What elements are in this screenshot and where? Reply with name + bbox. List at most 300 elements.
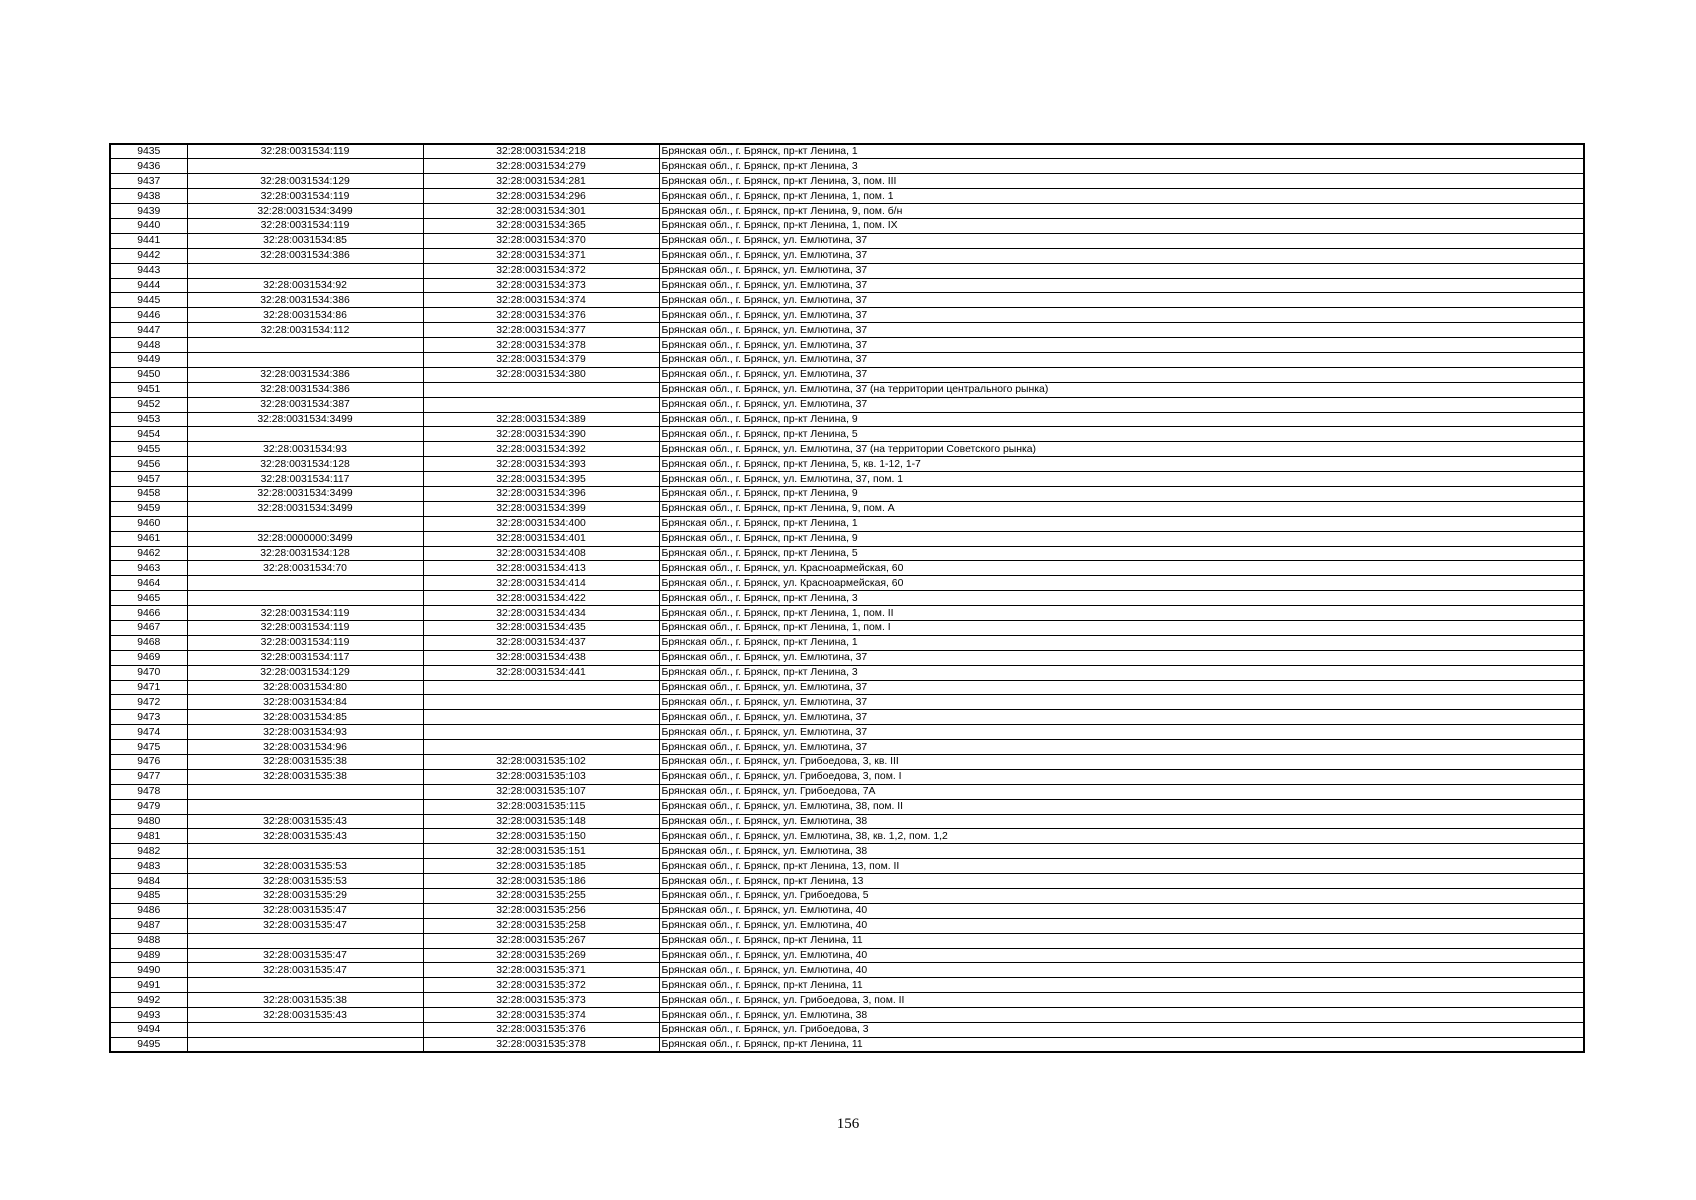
parcel-number-cell: 32:28:0031535:43 xyxy=(187,829,423,844)
parcel-number-cell: 32:28:0031534:3499 xyxy=(187,412,423,427)
object-number-cell: 32:28:0031534:393 xyxy=(423,457,659,472)
row-number-cell: 9461 xyxy=(110,531,187,546)
table-row xyxy=(110,695,1584,710)
address-cell: Брянская обл., г. Брянск, ул. Емлютина, 37 xyxy=(659,710,1584,725)
table-row xyxy=(110,591,1584,606)
row-number-cell: 9480 xyxy=(110,814,187,829)
row-number-cell: 9475 xyxy=(110,740,187,755)
object-number-cell xyxy=(423,382,659,397)
parcel-number-cell: 32:28:0031534:96 xyxy=(187,740,423,755)
parcel-number-cell: 32:28:0031535:38 xyxy=(187,993,423,1008)
row-number-cell: 9456 xyxy=(110,457,187,472)
table-row xyxy=(110,784,1584,799)
address-cell: Брянская обл., г. Брянск, ул. Емлютина, 37 xyxy=(659,338,1584,353)
address-cell: Брянская обл., г. Брянск, ул. Емлютина, 38 xyxy=(659,814,1584,829)
parcel-number-cell: 32:28:0031534:386 xyxy=(187,367,423,382)
object-number-cell: 32:28:0031534:441 xyxy=(423,665,659,680)
address-cell: Брянская обл., г. Брянск, пр-кт Ленина, 9 xyxy=(659,412,1584,427)
parcel-number-cell xyxy=(187,1023,423,1038)
row-number-cell: 9494 xyxy=(110,1023,187,1038)
table-row xyxy=(110,263,1584,278)
parcel-number-cell xyxy=(187,591,423,606)
parcel-number-cell: 32:28:0031534:93 xyxy=(187,725,423,740)
object-number-cell: 32:28:0031535:186 xyxy=(423,874,659,889)
table-row xyxy=(110,635,1584,650)
object-number-cell xyxy=(423,397,659,412)
address-cell: Брянская обл., г. Брянск, ул. Емлютина, 37 xyxy=(659,352,1584,367)
table-row xyxy=(110,576,1584,591)
parcel-number-cell: 32:28:0031534:128 xyxy=(187,457,423,472)
address-cell: Брянская обл., г. Брянск, ул. Грибоедова, 3, пом. II xyxy=(659,993,1584,1008)
object-number-cell: 32:28:0031534:392 xyxy=(423,442,659,457)
object-number-cell: 32:28:0031534:414 xyxy=(423,576,659,591)
parcel-number-cell: 32:28:0031535:38 xyxy=(187,755,423,770)
table-row xyxy=(110,621,1584,636)
row-number-cell: 9476 xyxy=(110,755,187,770)
object-number-cell: 32:28:0031535:185 xyxy=(423,859,659,874)
parcel-number-cell xyxy=(187,338,423,353)
table-row xyxy=(110,501,1584,516)
row-number-cell: 9492 xyxy=(110,993,187,1008)
table-row xyxy=(110,248,1584,263)
row-number-cell: 9460 xyxy=(110,516,187,531)
row-number-cell: 9457 xyxy=(110,472,187,487)
row-number-cell: 9462 xyxy=(110,546,187,561)
table-row xyxy=(110,546,1584,561)
object-number-cell: 32:28:0031534:371 xyxy=(423,248,659,263)
row-number-cell: 9487 xyxy=(110,918,187,933)
address-cell: Брянская обл., г. Брянск, ул. Емлютина, 37 (на территории центрального рынка) xyxy=(659,382,1584,397)
address-cell: Брянская обл., г. Брянск, пр-кт Ленина, 5, кв. 1-12, 1-7 xyxy=(659,457,1584,472)
object-number-cell: 32:28:0031535:267 xyxy=(423,933,659,948)
parcel-number-cell: 32:28:0031534:119 xyxy=(187,144,423,159)
table-row xyxy=(110,323,1584,338)
row-number-cell: 9443 xyxy=(110,263,187,278)
address-cell: Брянская обл., г. Брянск, ул. Емлютина, 38 xyxy=(659,1008,1584,1023)
row-number-cell: 9436 xyxy=(110,159,187,174)
address-cell: Брянская обл., г. Брянск, ул. Грибоедова, 3, кв. III xyxy=(659,755,1584,770)
parcel-number-cell xyxy=(187,159,423,174)
object-number-cell: 32:28:0031535:376 xyxy=(423,1023,659,1038)
parcel-number-cell: 32:28:0031534:119 xyxy=(187,621,423,636)
object-number-cell: 32:28:0031534:372 xyxy=(423,263,659,278)
parcel-number-cell: 32:28:0031534:112 xyxy=(187,323,423,338)
address-cell: Брянская обл., г. Брянск, пр-кт Ленина, 1, пом. I xyxy=(659,621,1584,636)
table-row xyxy=(110,486,1584,501)
table-row xyxy=(110,1008,1584,1023)
address-cell: Брянская обл., г. Брянск, ул. Емлютина, 37 xyxy=(659,695,1584,710)
object-number-cell: 32:28:0031534:401 xyxy=(423,531,659,546)
row-number-cell: 9488 xyxy=(110,933,187,948)
address-cell: Брянская обл., г. Брянск, ул. Емлютина, 37 xyxy=(659,248,1584,263)
parcel-number-cell: 32:28:0031534:386 xyxy=(187,382,423,397)
address-cell: Брянская обл., г. Брянск, пр-кт Ленина, 1, пом. 1 xyxy=(659,189,1584,204)
table-row xyxy=(110,814,1584,829)
row-number-cell: 9484 xyxy=(110,874,187,889)
parcel-number-cell xyxy=(187,427,423,442)
table-row xyxy=(110,1023,1584,1038)
row-number-cell: 9485 xyxy=(110,889,187,904)
object-number-cell: 32:28:0031534:413 xyxy=(423,561,659,576)
parcel-number-cell: 32:28:0031534:117 xyxy=(187,472,423,487)
object-number-cell xyxy=(423,740,659,755)
object-number-cell: 32:28:0031535:373 xyxy=(423,993,659,1008)
row-number-cell: 9441 xyxy=(110,233,187,248)
row-number-cell: 9459 xyxy=(110,501,187,516)
row-number-cell: 9478 xyxy=(110,784,187,799)
parcel-number-cell: 32:28:0031534:3499 xyxy=(187,486,423,501)
parcel-number-cell xyxy=(187,352,423,367)
table-row xyxy=(110,889,1584,904)
address-cell: Брянская обл., г. Брянск, ул. Емлютина, 37 xyxy=(659,308,1584,323)
parcel-number-cell: 32:28:0031534:80 xyxy=(187,680,423,695)
row-number-cell: 9486 xyxy=(110,903,187,918)
row-number-cell: 9455 xyxy=(110,442,187,457)
object-number-cell: 32:28:0031534:438 xyxy=(423,650,659,665)
object-number-cell: 32:28:0031534:365 xyxy=(423,218,659,233)
table-row xyxy=(110,159,1584,174)
object-number-cell: 32:28:0031534:279 xyxy=(423,159,659,174)
row-number-cell: 9495 xyxy=(110,1037,187,1052)
table-row xyxy=(110,382,1584,397)
table-row xyxy=(110,963,1584,978)
address-cell: Брянская обл., г. Брянск, пр-кт Ленина, 1, пом. IX xyxy=(659,218,1584,233)
parcel-number-cell xyxy=(187,576,423,591)
object-number-cell: 32:28:0031535:115 xyxy=(423,799,659,814)
object-number-cell xyxy=(423,710,659,725)
table-row xyxy=(110,918,1584,933)
parcel-number-cell: 32:28:0031534:128 xyxy=(187,546,423,561)
row-number-cell: 9481 xyxy=(110,829,187,844)
address-cell: Брянская обл., г. Брянск, ул. Грибоедова, 3 xyxy=(659,1023,1584,1038)
parcel-number-cell xyxy=(187,799,423,814)
table-row xyxy=(110,769,1584,784)
address-cell: Брянская обл., г. Брянск, ул. Емлютина, 37 xyxy=(659,725,1584,740)
address-cell: Брянская обл., г. Брянск, ул. Емлютина, 37 xyxy=(659,650,1584,665)
object-number-cell: 32:28:0031534:408 xyxy=(423,546,659,561)
address-cell: Брянская обл., г. Брянск, ул. Грибоедова, 7А xyxy=(659,784,1584,799)
table-row xyxy=(110,740,1584,755)
row-number-cell: 9444 xyxy=(110,278,187,293)
address-cell: Брянская обл., г. Брянск, ул. Емлютина, 40 xyxy=(659,963,1584,978)
parcel-number-cell: 32:28:0031535:47 xyxy=(187,903,423,918)
object-number-cell: 32:28:0031534:296 xyxy=(423,189,659,204)
parcel-number-cell: 32:28:0031534:92 xyxy=(187,278,423,293)
row-number-cell: 9464 xyxy=(110,576,187,591)
object-number-cell: 32:28:0031535:374 xyxy=(423,1008,659,1023)
table-row xyxy=(110,189,1584,204)
row-number-cell: 9474 xyxy=(110,725,187,740)
table-row xyxy=(110,144,1584,159)
table-row xyxy=(110,844,1584,859)
address-cell: Брянская обл., г. Брянск, ул. Емлютина, 40 xyxy=(659,948,1584,963)
row-number-cell: 9483 xyxy=(110,859,187,874)
row-number-cell: 9489 xyxy=(110,948,187,963)
parcel-number-cell: 32:28:0031534:86 xyxy=(187,308,423,323)
object-number-cell: 32:28:0031534:422 xyxy=(423,591,659,606)
object-number-cell: 32:28:0031534:399 xyxy=(423,501,659,516)
row-number-cell: 9469 xyxy=(110,650,187,665)
address-cell: Брянская обл., г. Брянск, ул. Емлютина, 37 xyxy=(659,740,1584,755)
address-cell: Брянская обл., г. Брянск, ул. Емлютина, 37 xyxy=(659,680,1584,695)
row-number-cell: 9490 xyxy=(110,963,187,978)
address-cell: Брянская обл., г. Брянск, ул. Емлютина, 37 xyxy=(659,293,1584,308)
parcel-number-cell: 32:28:0031534:117 xyxy=(187,650,423,665)
object-number-cell: 32:28:0031534:374 xyxy=(423,293,659,308)
address-cell: Брянская обл., г. Брянск, пр-кт Ленина, 13, пом. II xyxy=(659,859,1584,874)
parcel-number-cell: 32:28:0031534:129 xyxy=(187,665,423,680)
object-number-cell: 32:28:0031534:377 xyxy=(423,323,659,338)
row-number-cell: 9482 xyxy=(110,844,187,859)
object-number-cell: 32:28:0031534:389 xyxy=(423,412,659,427)
row-number-cell: 9471 xyxy=(110,680,187,695)
object-number-cell: 32:28:0031534:218 xyxy=(423,144,659,159)
parcel-number-cell: 32:28:0031535:47 xyxy=(187,963,423,978)
row-number-cell: 9463 xyxy=(110,561,187,576)
parcel-number-cell: 32:28:0031535:47 xyxy=(187,918,423,933)
table-row xyxy=(110,829,1584,844)
object-number-cell: 32:28:0031535:151 xyxy=(423,844,659,859)
registry-table xyxy=(109,143,1585,1053)
object-number-cell: 32:28:0031535:256 xyxy=(423,903,659,918)
table-row xyxy=(110,978,1584,993)
row-number-cell: 9454 xyxy=(110,427,187,442)
table-row xyxy=(110,204,1584,219)
table-row xyxy=(110,993,1584,1008)
object-number-cell: 32:28:0031534:434 xyxy=(423,606,659,621)
table-row xyxy=(110,397,1584,412)
table-row xyxy=(110,606,1584,621)
table-row xyxy=(110,650,1584,665)
table-row xyxy=(110,531,1584,546)
address-cell: Брянская обл., г. Брянск, ул. Емлютина, 37 xyxy=(659,263,1584,278)
table-row xyxy=(110,1037,1584,1052)
row-number-cell: 9472 xyxy=(110,695,187,710)
table-row xyxy=(110,427,1584,442)
object-number-cell: 32:28:0031534:281 xyxy=(423,174,659,189)
object-number-cell: 32:28:0031534:376 xyxy=(423,308,659,323)
table-row xyxy=(110,174,1584,189)
address-cell: Брянская обл., г. Брянск, пр-кт Ленина, 1 xyxy=(659,516,1584,531)
parcel-number-cell: 32:28:0031535:53 xyxy=(187,859,423,874)
table-row xyxy=(110,308,1584,323)
address-cell: Брянская обл., г. Брянск, ул. Емлютина, 38, пом. II xyxy=(659,799,1584,814)
address-cell: Брянская обл., г. Брянск, ул. Емлютина, 40 xyxy=(659,918,1584,933)
address-cell: Брянская обл., г. Брянск, пр-кт Ленина, 11 xyxy=(659,1037,1584,1052)
parcel-number-cell xyxy=(187,933,423,948)
parcel-number-cell xyxy=(187,784,423,799)
parcel-number-cell: 32:28:0031534:85 xyxy=(187,233,423,248)
table-row xyxy=(110,680,1584,695)
row-number-cell: 9439 xyxy=(110,204,187,219)
address-cell: Брянская обл., г. Брянск, пр-кт Ленина, 1 xyxy=(659,635,1584,650)
parcel-number-cell: 32:28:0031534:3499 xyxy=(187,204,423,219)
object-number-cell: 32:28:0031535:107 xyxy=(423,784,659,799)
row-number-cell: 9466 xyxy=(110,606,187,621)
address-cell: Брянская обл., г. Брянск, ул. Емлютина, 37 xyxy=(659,278,1584,293)
row-number-cell: 9438 xyxy=(110,189,187,204)
address-cell: Брянская обл., г. Брянск, ул. Емлютина, 37 (на территории Советского рынка) xyxy=(659,442,1584,457)
page-number: 156 xyxy=(836,1116,860,1132)
parcel-number-cell xyxy=(187,263,423,278)
table-row xyxy=(110,412,1584,427)
parcel-number-cell: 32:28:0031534:386 xyxy=(187,293,423,308)
object-number-cell: 32:28:0031534:390 xyxy=(423,427,659,442)
object-number-cell xyxy=(423,695,659,710)
parcel-number-cell: 32:28:0031534:386 xyxy=(187,248,423,263)
parcel-number-cell xyxy=(187,844,423,859)
parcel-number-cell xyxy=(187,516,423,531)
parcel-number-cell: 32:28:0031534:387 xyxy=(187,397,423,412)
row-number-cell: 9451 xyxy=(110,382,187,397)
address-cell: Брянская обл., г. Брянск, ул. Красноармейская, 60 xyxy=(659,576,1584,591)
object-number-cell: 32:28:0031534:373 xyxy=(423,278,659,293)
row-number-cell: 9467 xyxy=(110,621,187,636)
address-cell: Брянская обл., г. Брянск, пр-кт Ленина, 5 xyxy=(659,546,1584,561)
address-cell: Брянская обл., г. Брянск, ул. Емлютина, 37 xyxy=(659,233,1584,248)
table-row xyxy=(110,472,1584,487)
parcel-number-cell xyxy=(187,978,423,993)
table-row xyxy=(110,561,1584,576)
address-cell: Брянская обл., г. Брянск, ул. Емлютина, 38 xyxy=(659,844,1584,859)
object-number-cell: 32:28:0031535:148 xyxy=(423,814,659,829)
row-number-cell: 9473 xyxy=(110,710,187,725)
address-cell: Брянская обл., г. Брянск, ул. Грибоедова, 3, пом. I xyxy=(659,769,1584,784)
address-cell: Брянская обл., г. Брянск, ул. Емлютина, 37, пом. 1 xyxy=(659,472,1584,487)
parcel-number-cell: 32:28:0031534:119 xyxy=(187,218,423,233)
table-row xyxy=(110,903,1584,918)
address-cell: Брянская обл., г. Брянск, пр-кт Ленина, 9, пом. б/н xyxy=(659,204,1584,219)
table-row xyxy=(110,278,1584,293)
row-number-cell: 9446 xyxy=(110,308,187,323)
row-number-cell: 9458 xyxy=(110,486,187,501)
table-row xyxy=(110,457,1584,472)
row-number-cell: 9470 xyxy=(110,665,187,680)
table-row xyxy=(110,755,1584,770)
parcel-number-cell: 32:28:0031535:53 xyxy=(187,874,423,889)
table-row xyxy=(110,367,1584,382)
object-number-cell: 32:28:0031534:396 xyxy=(423,486,659,501)
object-number-cell: 32:28:0031534:380 xyxy=(423,367,659,382)
parcel-number-cell: 32:28:0031534:119 xyxy=(187,189,423,204)
address-cell: Брянская обл., г. Брянск, пр-кт Ленина, 5 xyxy=(659,427,1584,442)
object-number-cell: 32:28:0031535:150 xyxy=(423,829,659,844)
object-number-cell: 32:28:0031535:103 xyxy=(423,769,659,784)
address-cell: Брянская обл., г. Брянск, пр-кт Ленина, 9 xyxy=(659,486,1584,501)
object-number-cell: 32:28:0031534:437 xyxy=(423,635,659,650)
address-cell: Брянская обл., г. Брянск, пр-кт Ленина, 1, пом. II xyxy=(659,606,1584,621)
table-row xyxy=(110,933,1584,948)
parcel-number-cell: 32:28:0031535:43 xyxy=(187,1008,423,1023)
address-cell: Брянская обл., г. Брянск, ул. Красноармейская, 60 xyxy=(659,561,1584,576)
table-row xyxy=(110,665,1584,680)
table-row xyxy=(110,442,1584,457)
row-number-cell: 9452 xyxy=(110,397,187,412)
object-number-cell: 32:28:0031535:255 xyxy=(423,889,659,904)
table-row xyxy=(110,874,1584,889)
address-cell: Брянская обл., г. Брянск, пр-кт Ленина, 9 xyxy=(659,531,1584,546)
row-number-cell: 9447 xyxy=(110,323,187,338)
row-number-cell: 9493 xyxy=(110,1008,187,1023)
row-number-cell: 9465 xyxy=(110,591,187,606)
object-number-cell: 32:28:0031534:370 xyxy=(423,233,659,248)
table-row xyxy=(110,218,1584,233)
address-cell: Брянская обл., г. Брянск, пр-кт Ленина, 11 xyxy=(659,978,1584,993)
parcel-number-cell: 32:28:0000000:3499 xyxy=(187,531,423,546)
address-cell: Брянская обл., г. Брянск, пр-кт Ленина, 13 xyxy=(659,874,1584,889)
registry-table-body xyxy=(110,144,1584,1052)
parcel-number-cell: 32:28:0031534:93 xyxy=(187,442,423,457)
address-cell: Брянская обл., г. Брянск, пр-кт Ленина, 9, пом. А xyxy=(659,501,1584,516)
row-number-cell: 9477 xyxy=(110,769,187,784)
parcel-number-cell: 32:28:0031534:3499 xyxy=(187,501,423,516)
object-number-cell: 32:28:0031535:372 xyxy=(423,978,659,993)
row-number-cell: 9491 xyxy=(110,978,187,993)
row-number-cell: 9440 xyxy=(110,218,187,233)
row-number-cell: 9479 xyxy=(110,799,187,814)
object-number-cell: 32:28:0031535:378 xyxy=(423,1037,659,1052)
object-number-cell xyxy=(423,725,659,740)
parcel-number-cell: 32:28:0031535:43 xyxy=(187,814,423,829)
row-number-cell: 9453 xyxy=(110,412,187,427)
object-number-cell: 32:28:0031535:102 xyxy=(423,755,659,770)
table-row xyxy=(110,352,1584,367)
parcel-number-cell: 32:28:0031535:38 xyxy=(187,769,423,784)
parcel-number-cell: 32:28:0031535:29 xyxy=(187,889,423,904)
address-cell: Брянская обл., г. Брянск, пр-кт Ленина, 11 xyxy=(659,933,1584,948)
table-row xyxy=(110,710,1584,725)
parcel-number-cell: 32:28:0031535:47 xyxy=(187,948,423,963)
table-row xyxy=(110,338,1584,353)
table-row xyxy=(110,948,1584,963)
object-number-cell: 32:28:0031534:435 xyxy=(423,621,659,636)
object-number-cell xyxy=(423,680,659,695)
row-number-cell: 9468 xyxy=(110,635,187,650)
address-cell: Брянская обл., г. Брянск, ул. Емлютина, 37 xyxy=(659,323,1584,338)
object-number-cell: 32:28:0031534:301 xyxy=(423,204,659,219)
address-cell: Брянская обл., г. Брянск, ул. Емлютина, 37 xyxy=(659,397,1584,412)
parcel-number-cell: 32:28:0031534:119 xyxy=(187,635,423,650)
table-row xyxy=(110,293,1584,308)
row-number-cell: 9449 xyxy=(110,352,187,367)
address-cell: Брянская обл., г. Брянск, ул. Емлютина, 40 xyxy=(659,903,1584,918)
address-cell: Брянская обл., г. Брянск, ул. Грибоедова, 5 xyxy=(659,889,1584,904)
table-row xyxy=(110,799,1584,814)
parcel-number-cell: 32:28:0031534:85 xyxy=(187,710,423,725)
object-number-cell: 32:28:0031534:379 xyxy=(423,352,659,367)
row-number-cell: 9437 xyxy=(110,174,187,189)
address-cell: Брянская обл., г. Брянск, пр-кт Ленина, 3 xyxy=(659,665,1584,680)
object-number-cell: 32:28:0031535:258 xyxy=(423,918,659,933)
row-number-cell: 9450 xyxy=(110,367,187,382)
row-number-cell: 9445 xyxy=(110,293,187,308)
object-number-cell: 32:28:0031535:269 xyxy=(423,948,659,963)
table-row xyxy=(110,725,1584,740)
address-cell: Брянская обл., г. Брянск, пр-кт Ленина, 3 xyxy=(659,159,1584,174)
address-cell: Брянская обл., г. Брянск, ул. Емлютина, 38, кв. 1,2, пом. 1,2 xyxy=(659,829,1584,844)
table-row xyxy=(110,516,1584,531)
parcel-number-cell xyxy=(187,1037,423,1052)
object-number-cell: 32:28:0031534:395 xyxy=(423,472,659,487)
object-number-cell: 32:28:0031535:371 xyxy=(423,963,659,978)
row-number-cell: 9435 xyxy=(110,144,187,159)
table-row xyxy=(110,233,1584,248)
object-number-cell: 32:28:0031534:400 xyxy=(423,516,659,531)
parcel-number-cell: 32:28:0031534:70 xyxy=(187,561,423,576)
row-number-cell: 9448 xyxy=(110,338,187,353)
object-number-cell: 32:28:0031534:378 xyxy=(423,338,659,353)
address-cell: Брянская обл., г. Брянск, пр-кт Ленина, 1 xyxy=(659,144,1584,159)
